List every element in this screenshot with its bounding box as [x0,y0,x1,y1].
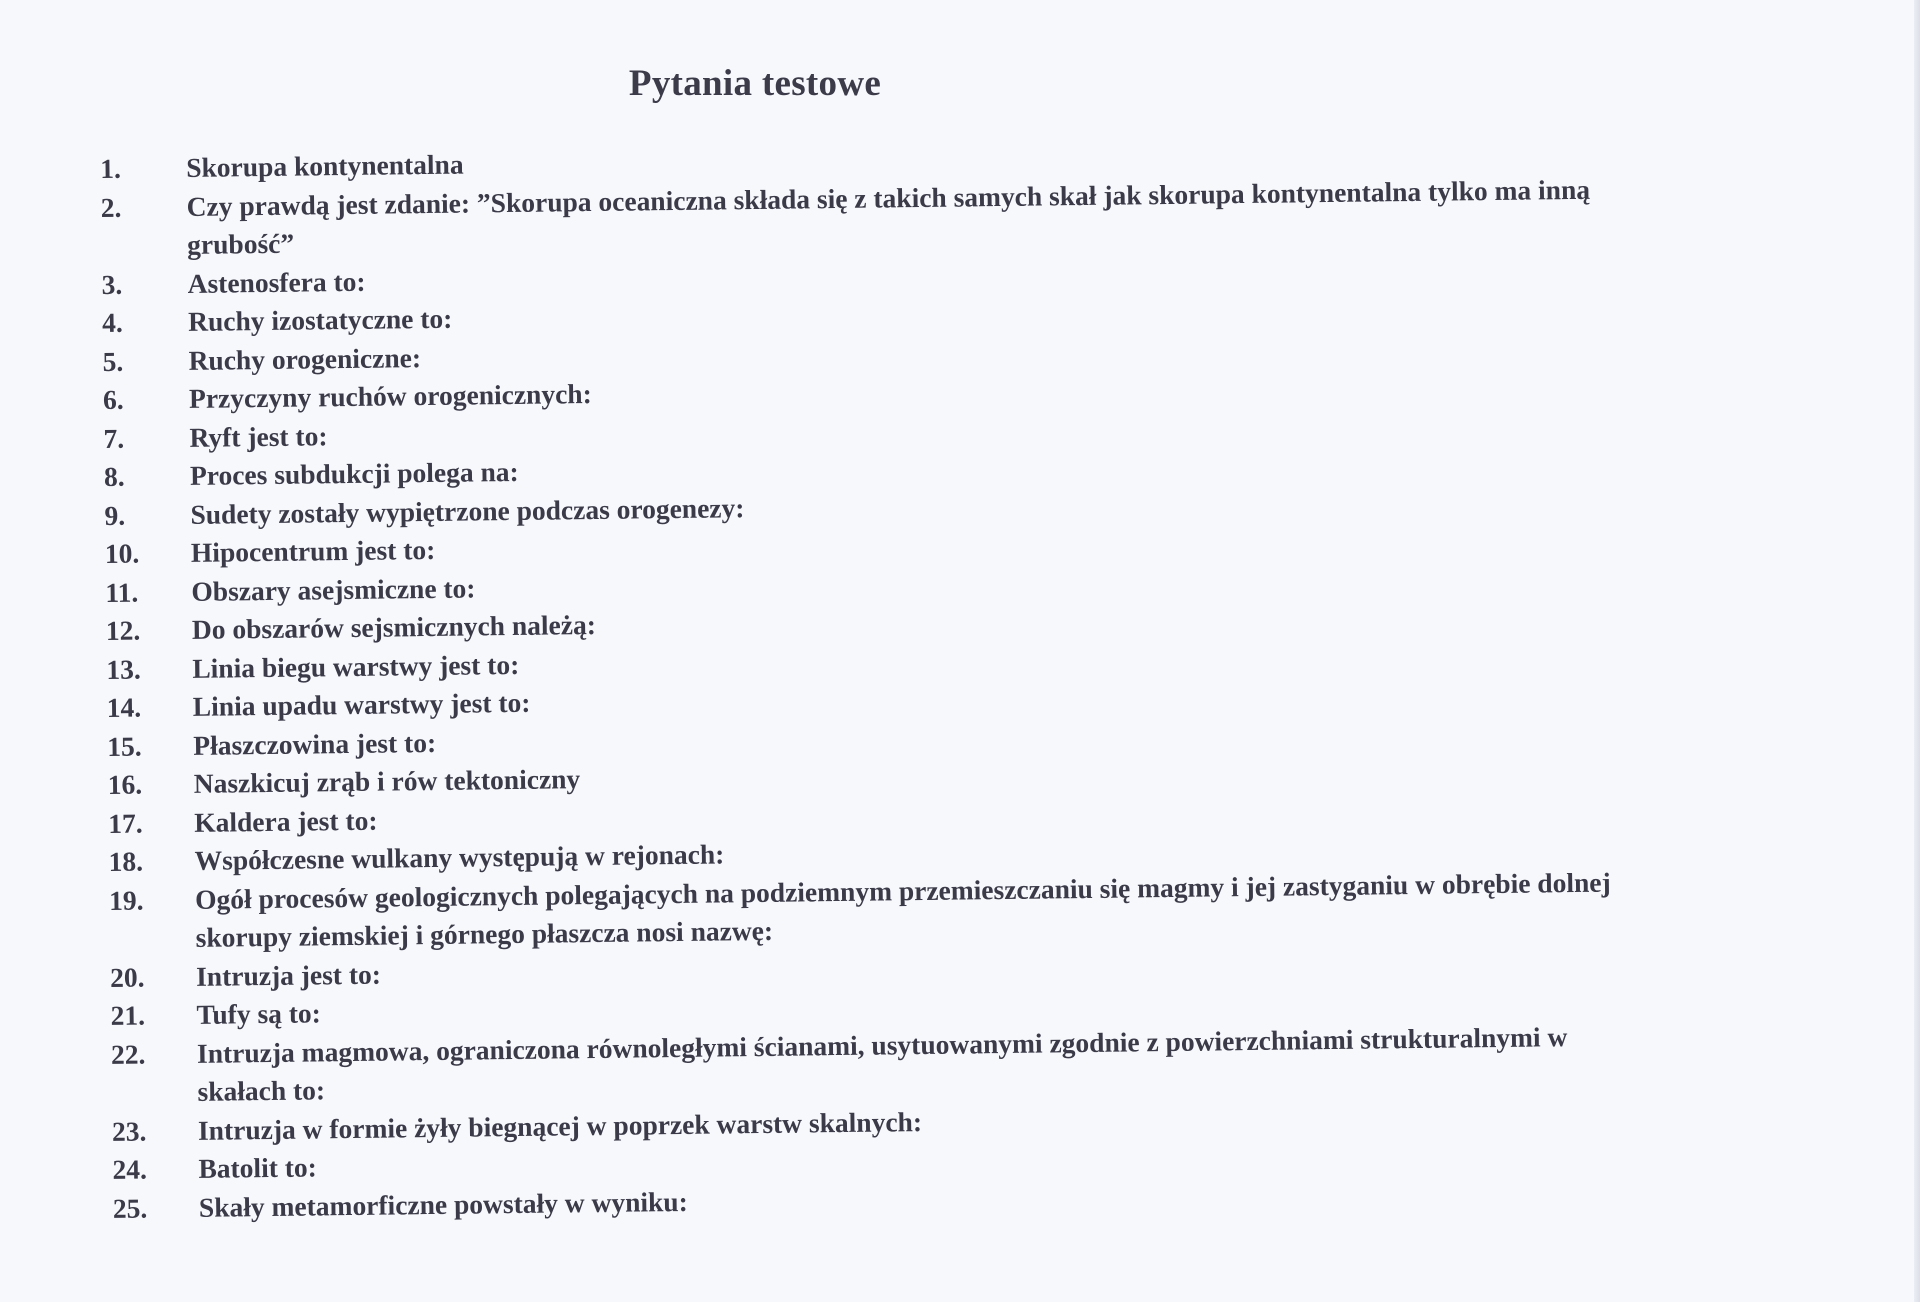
question-text: Obszary asejsmiczne to: [191,571,476,607]
question-text: Skorupa kontynentalna [186,148,464,183]
question-text: Przyczyny ruchów orogenicznych: [188,378,592,414]
question-number: 10. [104,537,140,569]
question-text: Ruchy izostatyczne to: [187,302,453,337]
question-number: 22. [110,1038,146,1070]
question-number: 9. [104,499,126,531]
question-number: 7. [103,422,125,454]
question-number: 5. [102,345,124,377]
question-number: 2. [100,191,122,223]
question-number: 16. [107,768,143,800]
question-text: Ruchy orogeniczne: [188,341,422,376]
question-text: Czy prawdą jest zdanie: ”Skorupa oceaniczna składa się z takich samych skał jak skorupa kontynentalna tylko ma inną grubość” [186,173,1591,260]
question-number: 3. [101,268,123,300]
document-title: Pytania testowe [628,63,882,104]
question-text: Naszkicuj zrąb i rów tektoniczny [193,763,581,799]
question-number: 21. [110,999,146,1031]
question-number: 17. [108,807,143,839]
question-text: Intruzja magmowa, ograniczona równoległymi ścianami, usytuowanymi zgodnie z powierzchniami strukturalnymi w skałach to: [196,1020,1568,1107]
question-number: 20. [109,961,145,993]
question-text: Ryft jest to: [189,419,328,453]
question-text: Linia biegu warstwy jest to: [192,648,520,684]
question-text: Do obszarów sejsmicznych należą: [191,608,597,645]
question-number: 24. [112,1153,148,1185]
question-number: 12. [105,614,141,646]
question-text: Kaldera jest to: [194,804,378,838]
question-text: Proces subdukcji polega na: [189,455,519,491]
question-text: Astenosfera to: [187,265,366,299]
question-number: 23. [111,1115,147,1147]
question-text: Sudety zostały wypiętrzone podczas orogenezy: [190,491,745,530]
question-text: Ogół procesów geologicznych polegających na podziemnym przemieszczaniu się magmy i jej zastyganiu w obrębie dolnej skorupy ziemskiej i górnego płaszcza nosi nazwę: [194,866,1611,953]
question-number: 15. [107,730,142,762]
question-number: 11. [105,576,139,608]
question-text: Hipocentrum jest to: [190,533,436,568]
question-number: 8. [103,460,125,492]
question-text: Intruzja jest to: [195,958,382,992]
question-list [100,130,1713,1227]
question-text: Batolit to: [198,1151,318,1184]
question-number: 19. [108,884,144,916]
question-text: Linia upadu warstwy jest to: [192,686,531,722]
question-number: 14. [106,691,142,723]
question-number: 6. [102,383,124,415]
scan-edge [1914,0,1920,1302]
question-text: Intruzja w formie żyły biegnącej w poprzek warstw skalnych: [197,1105,923,1146]
question-number: 25. [112,1192,148,1224]
question-number: 18. [108,845,144,877]
question-number: 4. [101,306,123,338]
question-number: 13. [106,653,141,685]
question-text: Skały metamorficzne powstały w wyniku: [198,1185,688,1223]
question-text: Współczesne wulkany występują w rejonach: [194,838,725,876]
question-text: Tufy są to: [196,997,322,1030]
question-number: 1. [100,152,122,184]
question-text: Płaszczowina jest to: [193,726,437,761]
